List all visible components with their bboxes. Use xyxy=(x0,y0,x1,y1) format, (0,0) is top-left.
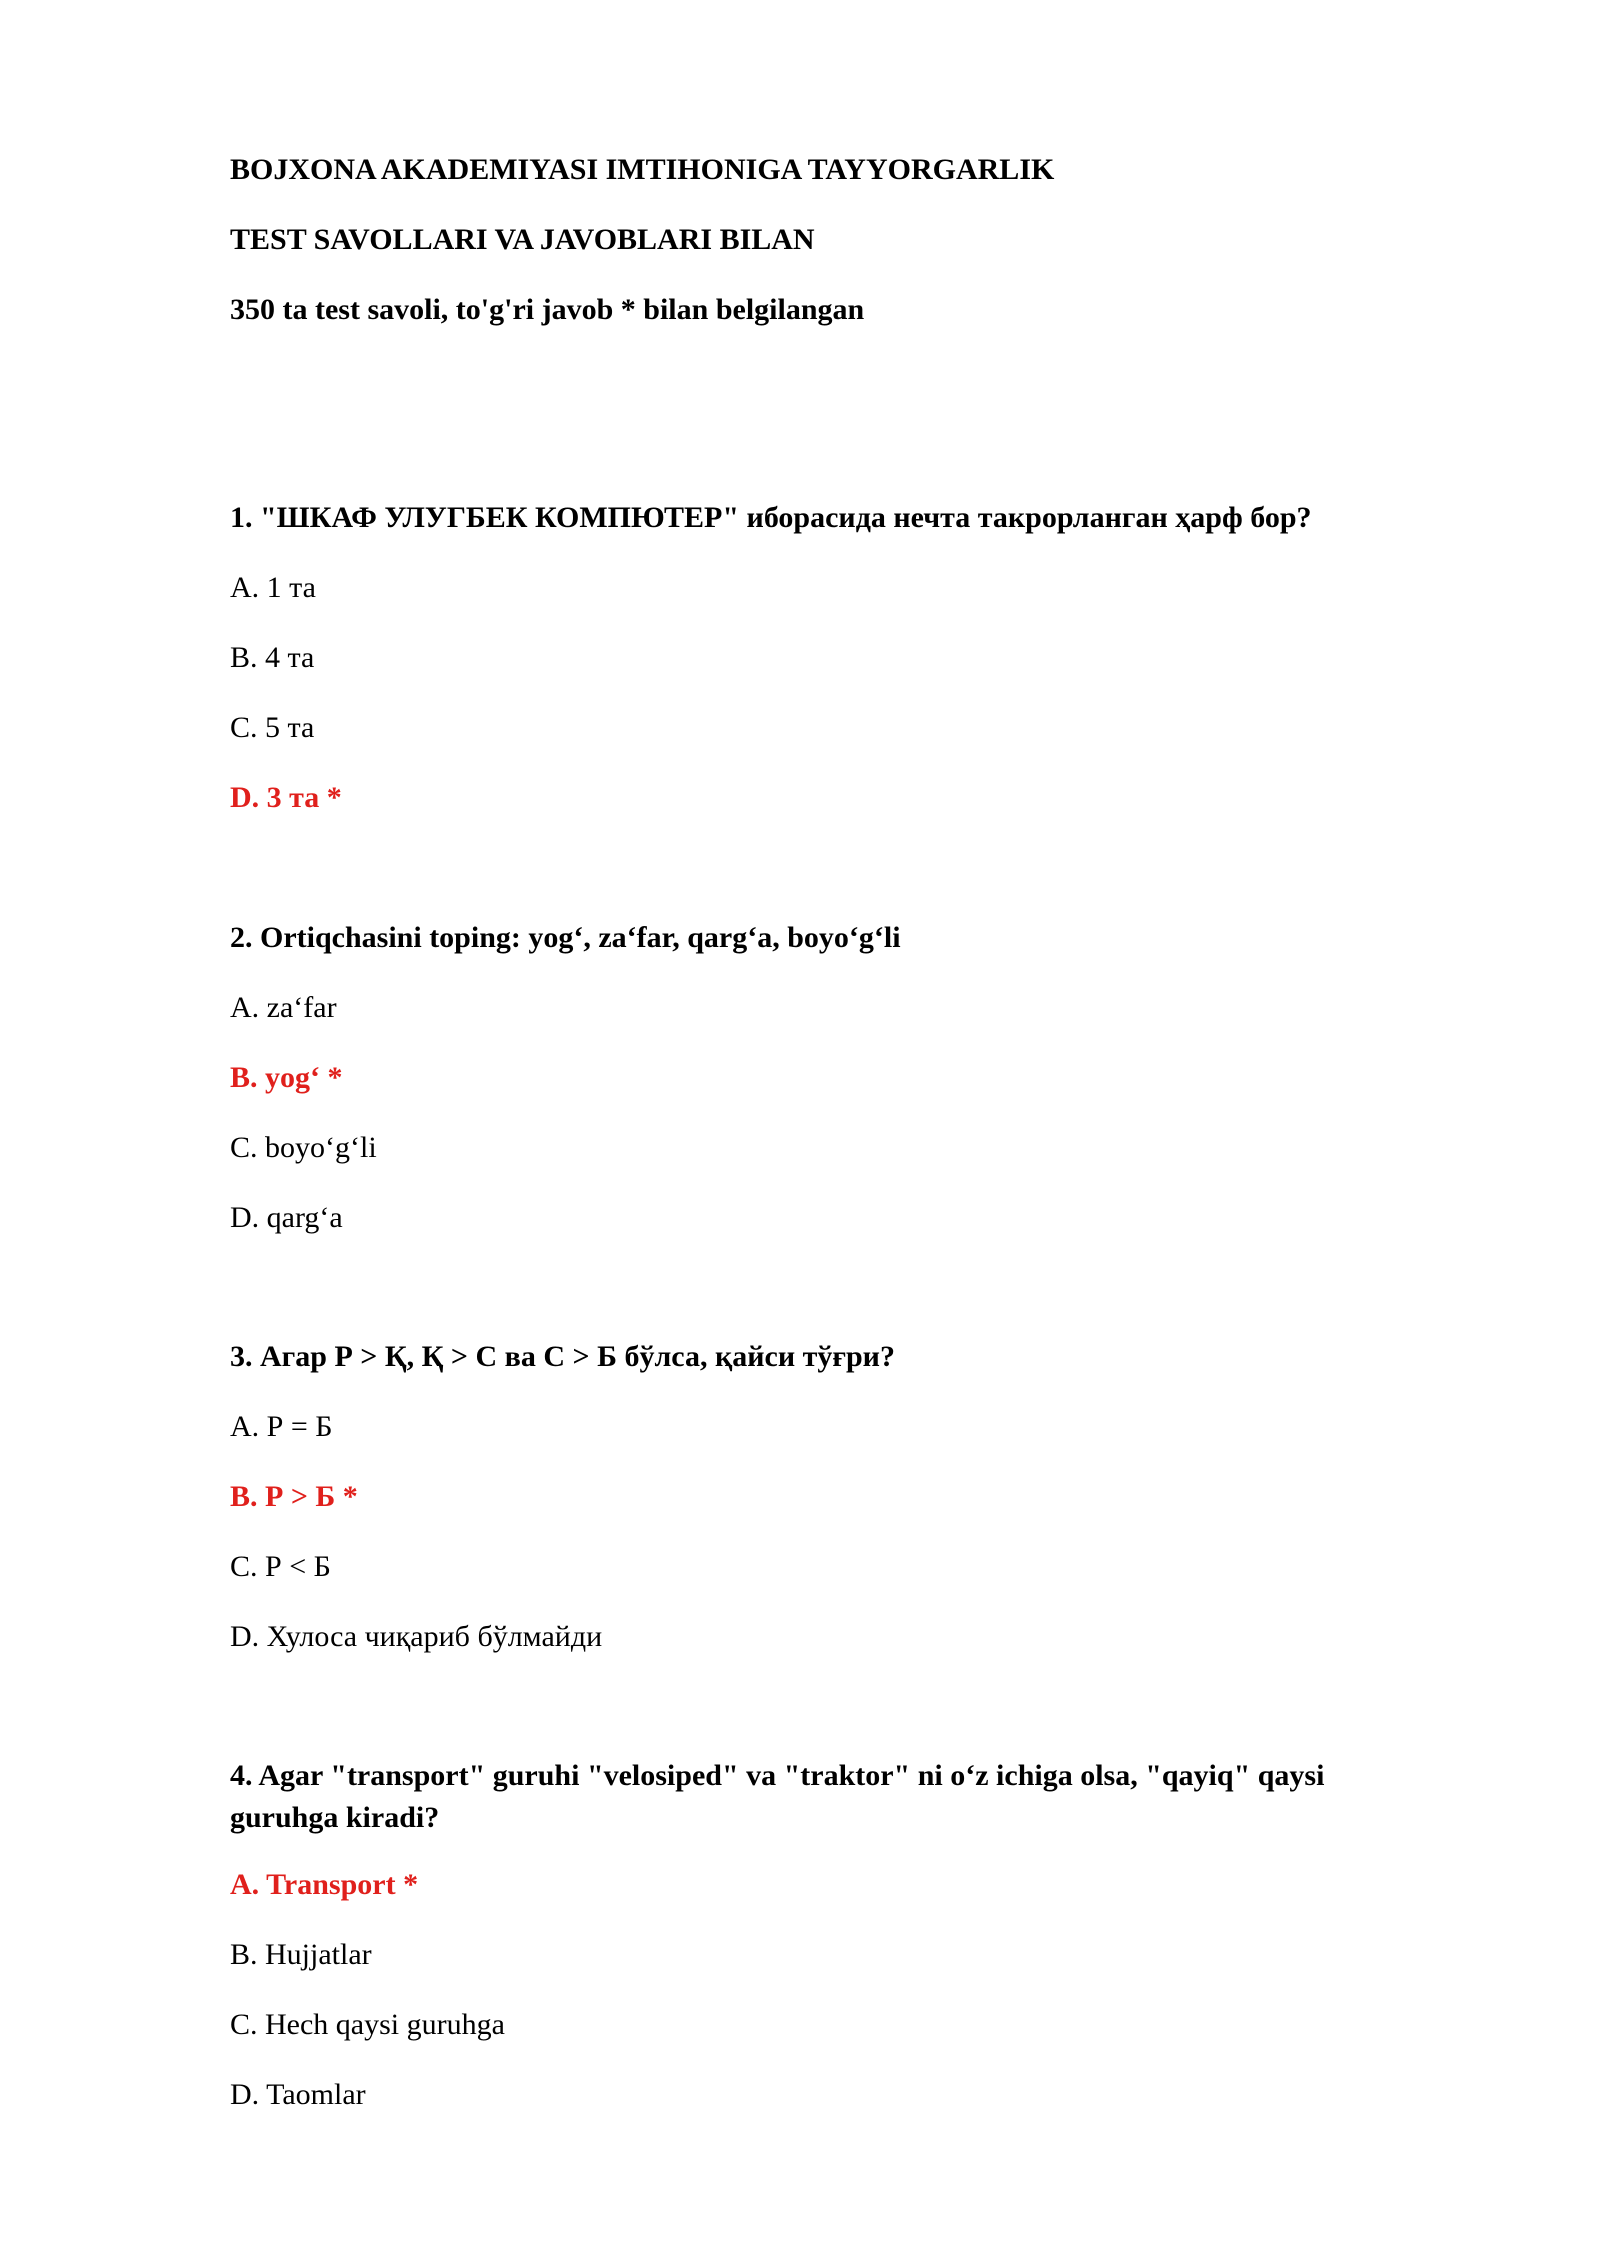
doc-note: 350 ta test savoli, to'g'ri javob * bilan belgilangan xyxy=(230,293,865,326)
answer-option: D. qarg‘a xyxy=(230,1201,343,1234)
answer-option: C. Hech qaysi guruhga xyxy=(230,2008,505,2041)
answer-option: C. boyo‘g‘li xyxy=(230,1131,377,1164)
answer-option-correct: B. Р > Б * xyxy=(230,1480,358,1513)
answer-option: C. Р < Б xyxy=(230,1550,331,1583)
doc-subtitle: TEST SAVOLLARI VA JAVOBLARI BILAN xyxy=(230,223,815,256)
question-text: 2. Ortiqchasini toping: yog‘, za‘far, qarg‘a, boyo‘g‘li xyxy=(230,921,901,954)
answer-option: A. 1 та xyxy=(230,571,316,604)
doc-title: BOJXONA AKADEMIYASI IMTIHONIGA TAYYORGARLIK xyxy=(230,153,1055,186)
answer-option-correct: A. Transport * xyxy=(230,1868,419,1901)
answer-option: D. Taomlar xyxy=(230,2078,366,2111)
answer-option: D. Хулоса чиқариб бўлмайди xyxy=(230,1620,603,1653)
answer-option-correct: B. yog‘ * xyxy=(230,1061,343,1094)
question-text: 4. Agar "transport" guruhi "velosiped" va "traktor" ni o‘z ichiga olsa, "qayiq" qaysi guruhga kiradi? xyxy=(230,1759,1325,1834)
answer-option-correct: D. 3 та * xyxy=(230,781,342,814)
question-text: 3. Агар Р > Қ, Қ > С ва С > Б бўлса, қайси тўғри? xyxy=(230,1340,895,1373)
answer-option: A. Р = Б xyxy=(230,1410,333,1443)
answer-option: B. Hujjatlar xyxy=(230,1938,372,1971)
answer-option: C. 5 та xyxy=(230,711,315,744)
question-text: 1. "ШКАФ УЛУГБЕК КОМПЮТЕР" иборасида нечта такрорланган ҳарф бор? xyxy=(230,501,1312,534)
answer-option: B. 4 та xyxy=(230,641,315,674)
answer-option: A. za‘far xyxy=(230,991,337,1024)
